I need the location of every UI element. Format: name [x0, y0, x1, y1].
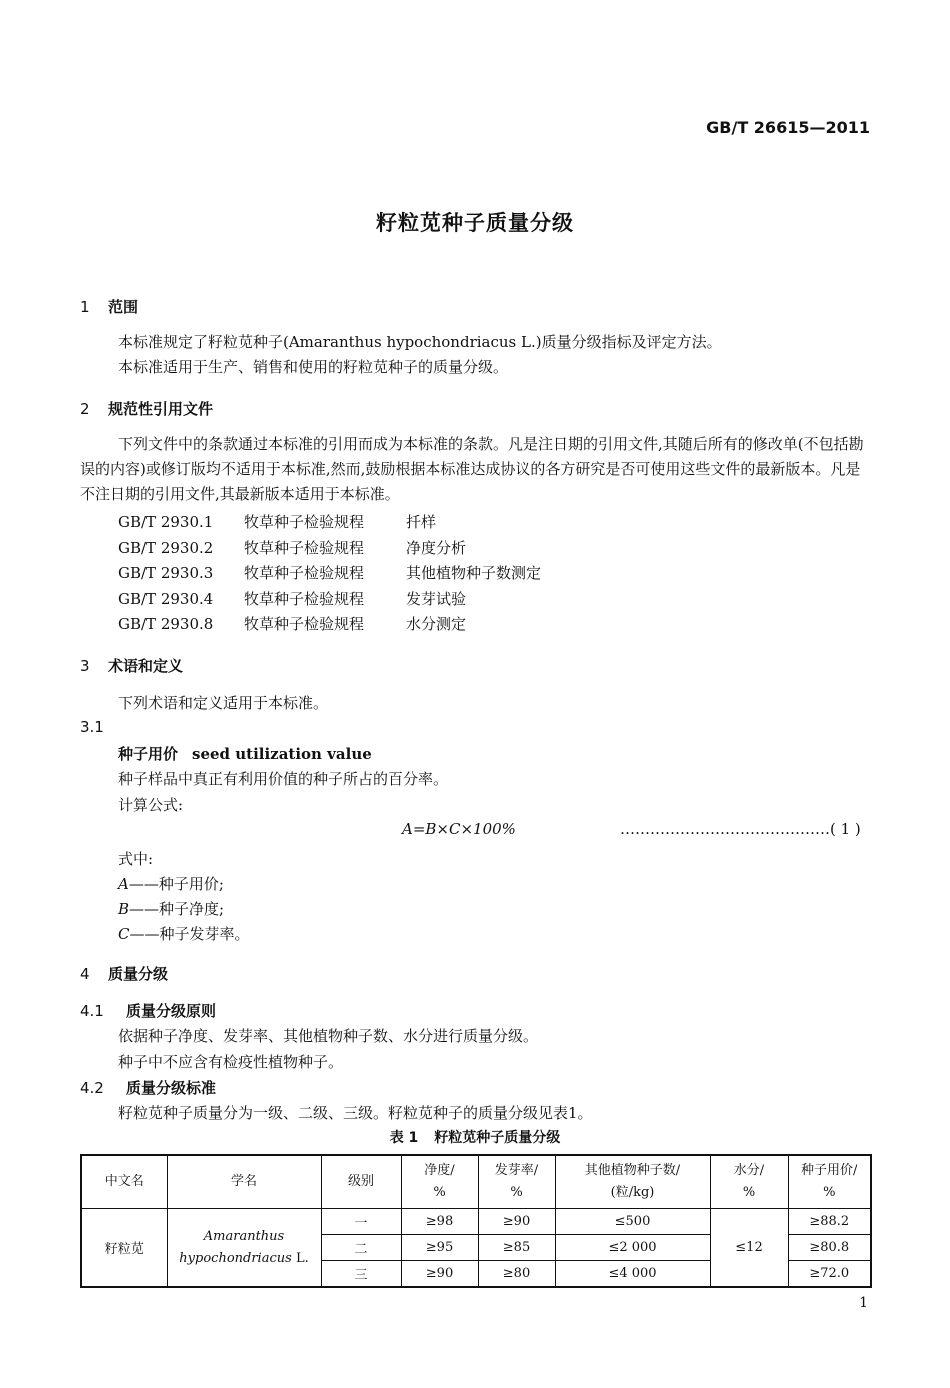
- header-line: 净度/: [424, 1163, 455, 1178]
- document-title: 籽粒苋种子质量分级: [376, 211, 574, 235]
- reference-part: 净度分析: [406, 539, 467, 557]
- term-english: seed utilization value: [192, 745, 372, 763]
- cell-other-seeds: ≤4 000: [555, 1261, 710, 1288]
- section-number: 2: [80, 400, 90, 418]
- where-label: 式中:: [118, 850, 154, 868]
- scope-paragraph-2: 本标准适用于生产、销售和使用的籽粒苋种子的质量分级。: [118, 358, 509, 376]
- header-unit: %: [433, 1185, 446, 1200]
- subsection-number: 3.1: [80, 718, 104, 736]
- term-chinese: 种子用价: [118, 745, 179, 763]
- section-number: 4.1: [80, 1002, 104, 1020]
- header-line: 发芽率/: [494, 1163, 539, 1178]
- header-unit: (粒/kg): [610, 1185, 655, 1200]
- section-3-heading: [80, 655, 183, 676]
- reference-part: 扦样: [406, 513, 437, 531]
- cell-grade: 二: [321, 1235, 401, 1261]
- page-number: 1: [859, 1295, 868, 1311]
- sci-author: L.: [295, 1250, 309, 1266]
- header-germination: [478, 1155, 555, 1209]
- cell-purity: ≥95: [401, 1235, 478, 1261]
- header-utilization-value: [788, 1155, 871, 1209]
- reference-name: 牧草种子检验规程: [244, 513, 365, 531]
- header-line: 水分/: [733, 1163, 765, 1178]
- grading-standard-paragraph: 籽粒苋种子质量分为一级、二级、三级。籽粒苋种子的质量分级见表1。: [118, 1104, 593, 1122]
- section-title: 范围: [108, 298, 139, 316]
- header-sci-name: 学名: [167, 1155, 321, 1209]
- section-title: 术语和定义: [108, 657, 184, 675]
- formula-label: 计算公式:: [118, 796, 184, 814]
- table-row: [81, 1209, 871, 1235]
- section-title: 质量分级原则: [126, 1002, 217, 1020]
- cell-cn-name: 籽粒苋: [81, 1209, 167, 1288]
- section-4-1-heading: [80, 1000, 216, 1021]
- reference-code: GB/T 2930.8: [118, 615, 214, 633]
- table-caption-label: 表 1: [389, 1130, 419, 1146]
- section-title: 规范性引用文件: [108, 400, 214, 418]
- variable-description: ——种子净度;: [129, 900, 225, 918]
- cell-grade: 三: [321, 1261, 401, 1288]
- variable-definition: [118, 873, 224, 894]
- variable-definition: [118, 898, 224, 919]
- quality-grade-table: [80, 1154, 872, 1288]
- section-number: 1: [80, 298, 90, 316]
- header-other-seeds: [555, 1155, 710, 1209]
- cell-other-seeds: ≤2 000: [555, 1235, 710, 1261]
- cell-purity: ≥98: [401, 1209, 478, 1235]
- header-unit: %: [742, 1185, 756, 1200]
- reference-part: 水分测定: [406, 615, 467, 633]
- cell-germination: ≥85: [478, 1235, 555, 1261]
- variable-symbol: B: [118, 900, 130, 918]
- reference-item: [118, 613, 466, 634]
- reference-item: [118, 588, 466, 609]
- reference-name: 牧草种子检验规程: [244, 539, 365, 557]
- header-line: 种子用价/: [801, 1163, 858, 1178]
- reference-item: [118, 537, 466, 558]
- scope-paragraph-1: 本标准规定了籽粒苋种子(Amaranthus hypochondriacus L.)质量分级指标及评定方法。: [118, 333, 722, 351]
- cell-purity: ≥90: [401, 1261, 478, 1288]
- variable-description: ——种子发芽率。: [129, 925, 250, 943]
- section-title: 质量分级标准: [126, 1079, 217, 1097]
- reference-part: 发芽试验: [406, 590, 467, 608]
- header-grade: 级别: [321, 1155, 401, 1209]
- sci-species: hypochondriacus: [179, 1250, 292, 1266]
- header-moisture: [710, 1155, 788, 1209]
- cell-sci-name: [167, 1209, 321, 1288]
- terms-intro: 下列术语和定义适用于本标准。: [118, 694, 329, 712]
- reference-code: GB/T 2930.4: [118, 590, 214, 608]
- cell-grade: 一: [321, 1209, 401, 1235]
- formula-number: ( 1 ): [830, 820, 861, 838]
- reference-item: [118, 511, 436, 532]
- term-entry: [118, 743, 372, 764]
- formula: A=B×C×100%: [402, 820, 516, 838]
- cell-utilization-value: ≥80.8: [788, 1235, 871, 1261]
- grading-principle-2: 种子中不应含有检疫性植物种子。: [118, 1053, 344, 1071]
- variable-description: ——种子用价;: [128, 875, 224, 893]
- term-definition: 种子样品中真正有利用价值的种子所占的百分率。: [118, 770, 449, 788]
- reference-name: 牧草种子检验规程: [244, 615, 365, 633]
- variable-symbol: A: [118, 875, 129, 893]
- reference-code: GB/T 2930.3: [118, 564, 214, 582]
- cell-utilization-value: ≥88.2: [788, 1209, 871, 1235]
- cell-other-seeds: ≤500: [555, 1209, 710, 1235]
- cell-moisture: ≤12: [710, 1209, 788, 1288]
- reference-code: GB/T 2930.1: [118, 513, 214, 531]
- standard-code: GB/T 26615—2011: [706, 118, 870, 137]
- section-1-heading: [80, 296, 138, 317]
- header-unit: %: [823, 1185, 836, 1200]
- header-cn-name: 中文名: [81, 1155, 167, 1209]
- table-caption: [0, 1127, 950, 1147]
- section-2-heading: [80, 398, 213, 419]
- table-header-row: [81, 1155, 871, 1209]
- section-4-2-heading: [80, 1077, 216, 1098]
- header-line: 其他植物种子数/: [584, 1163, 681, 1178]
- reference-part: 其他植物种子数测定: [406, 564, 542, 582]
- table-caption-title: 籽粒苋种子质量分级: [434, 1130, 561, 1146]
- reference-item: [118, 562, 541, 583]
- cell-utilization-value: ≥72.0: [788, 1261, 871, 1288]
- variable-definition: [118, 923, 250, 944]
- variable-symbol: C: [118, 925, 130, 943]
- grading-principle-1: 依据种子净度、发芽率、其他植物种子数、水分进行质量分级。: [118, 1027, 539, 1045]
- reference-name: 牧草种子检验规程: [244, 564, 365, 582]
- reference-name: 牧草种子检验规程: [244, 590, 365, 608]
- reference-code: GB/T 2930.2: [118, 539, 214, 557]
- section-number: 4.2: [80, 1079, 104, 1097]
- normative-refs-paragraph: 下列文件中的条款通过本标准的引用而成为本标准的条款。凡是注日期的引用文件,其随后所有的修改单(不包括勘误的内容)或修订版均不适用于本标准,然而,鼓励根据本标准达成协议的各方研究是否可使用这些文件的最新版本。凡是不注日期的引用文件,其最新版本适用于本标准。: [80, 435, 864, 503]
- section-number: 3: [80, 657, 90, 675]
- formula-leader-dots: ……………………………………: [620, 820, 830, 838]
- header-unit: %: [510, 1185, 523, 1200]
- section-title: 质量分级: [108, 965, 169, 983]
- section-4-heading: [80, 963, 168, 984]
- sci-genus: Amaranthus: [203, 1228, 285, 1244]
- header-purity: [401, 1155, 478, 1209]
- cell-germination: ≥90: [478, 1209, 555, 1235]
- section-number: 4: [80, 965, 90, 983]
- cell-germination: ≥80: [478, 1261, 555, 1288]
